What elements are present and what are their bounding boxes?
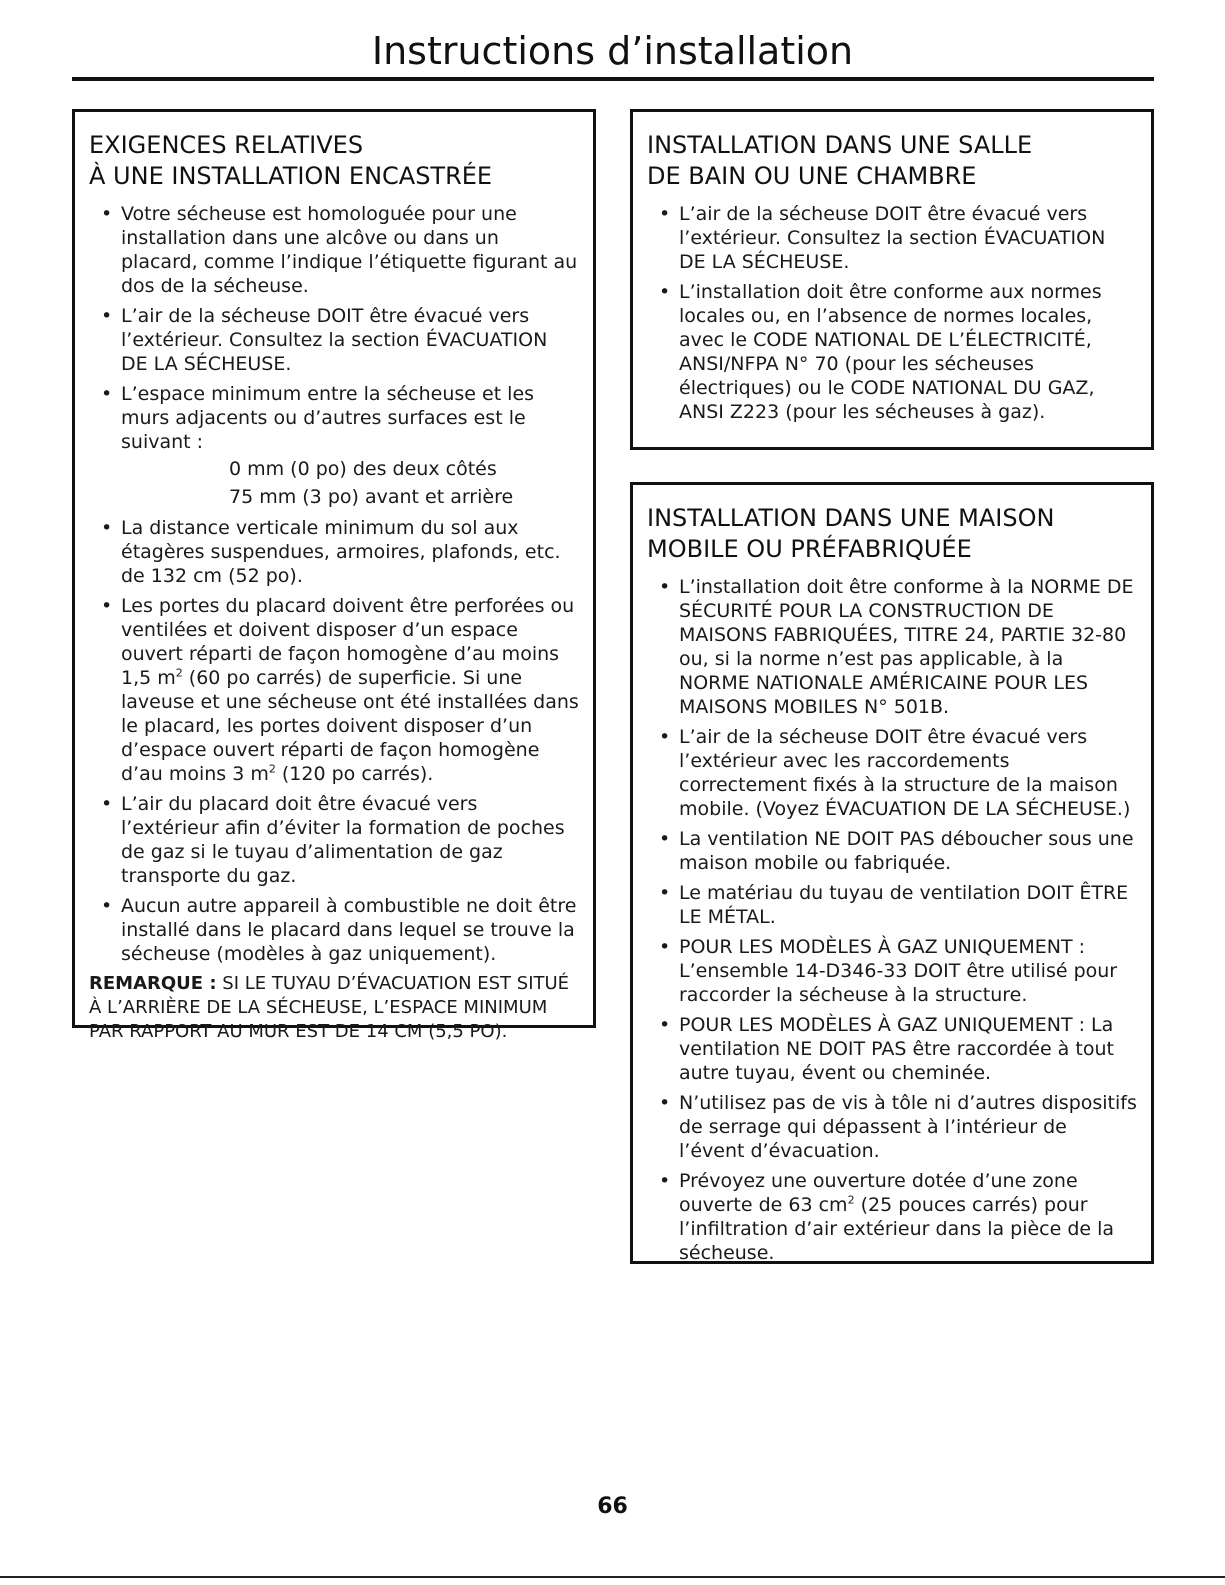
list-item-text: (25 pouces carrés) pour l’infiltration d’air extérieur dans la pièce de la sécheuse. [679, 1194, 1115, 1264]
list-item [89, 382, 579, 510]
list-item [647, 575, 1137, 719]
section-title: INSTALLATION DANS UNE MAISON MOBILE OU PRÉFABRIQUÉE [647, 504, 1055, 563]
list-item-text: Votre sécheuse est homologuée pour une installation dans une alcôve ou dans un placard, comme l’indique l’étiquette figurant au dos de la sécheuse. [121, 203, 578, 297]
page-title: Instructions d’installation [371, 29, 854, 73]
requirements-list [647, 202, 1137, 424]
list-item [647, 1169, 1137, 1265]
section-mobile-home-installation [630, 482, 1154, 1264]
list-item-text: (120 po carrés). [275, 763, 434, 785]
clearance-sides: 0 mm (0 po) des deux côtés [229, 458, 497, 480]
list-item-text: Prévoyez une ouverture dotée d’une zone ouverte de 63 cm [679, 1170, 1078, 1216]
superscript: 2 [847, 1193, 855, 1207]
list-item [89, 516, 579, 588]
list-item [647, 935, 1137, 1007]
list-item [89, 792, 579, 888]
list-item [89, 304, 579, 376]
list-item [647, 202, 1137, 274]
page-number: 66 [597, 1494, 628, 1519]
note-label: REMARQUE : [89, 973, 217, 994]
list-item-text: L’air du placard doit être évacué vers l’extérieur afin d’éviter la formation de poches de gaz si le tuyau d’alimentation de gaz transporte du gaz. [121, 793, 565, 887]
list-item [647, 725, 1137, 821]
list-item-text: L’espace minimum entre la sécheuse et les murs adjacents ou d’autres surfaces est le suivant : [121, 383, 535, 453]
list-item-text: La distance verticale minimum du sol aux étagères suspendues, armoires, plafonds, etc. de 132 cm (52 po). [121, 517, 561, 587]
bottom-divider [0, 1576, 1225, 1578]
section-built-in-installation [72, 109, 596, 1042]
list-item [647, 881, 1137, 929]
note-text: SI LE TUYAU D’ÉVACUATION EST SITUÉ À L’ARRIÈRE DE LA SÉCHEUSE, L’ESPACE MINIMUM PAR RAPPORT AU MUR EST DE 14 CM (5,5 PO). [89, 973, 570, 1042]
list-item [647, 1013, 1137, 1085]
list-item-text: L’air de la sécheuse DOIT être évacué vers l’extérieur avec les raccordements correctement fixés à la structure de la maison mobile. (Voyez ÉVACUATION DE LA SÉCHEUSE.) [679, 726, 1131, 820]
list-item-text: La ventilation NE DOIT PAS déboucher sous une maison mobile ou fabriquée. [679, 828, 1134, 874]
requirements-list [647, 575, 1137, 1265]
superscript: 2 [268, 762, 276, 776]
list-item-text: Les portes du placard doivent être perforées ou ventilées et doivent disposer d’un espace ouvert réparti de façon homogène d’au moins 1,5 m [121, 595, 575, 689]
list-item-text: POUR LES MODÈLES À GAZ UNIQUEMENT : La ventilation NE DOIT PAS être raccordée à tout autre tuyau, évent ou cheminée. [679, 1014, 1114, 1084]
list-item [647, 1091, 1137, 1163]
list-item-text: (60 po carrés) de superficie. Si une laveuse et une sécheuse ont été installées dans le placard, les portes doivent disposer d’un d’espace ouvert réparti de façon homogène d’au moins 3 m [121, 667, 579, 785]
list-item-text: Le matériau du tuyau de ventilation DOIT ÊTRE LE MÉTAL. [679, 882, 1129, 928]
requirements-list [89, 202, 579, 966]
list-item-text: N’utilisez pas de vis à tôle ni d’autres dispositifs de serrage qui dépassent à l’intérieur de l’évent d’évacuation. [679, 1092, 1137, 1162]
superscript: 2 [175, 666, 183, 680]
title-divider [72, 77, 1154, 81]
section-title: INSTALLATION DANS UNE SALLE DE BAIN OU UNE CHAMBRE [647, 131, 1033, 190]
list-item [89, 594, 579, 786]
clearance-front-back: 75 mm (3 po) avant et arrière [229, 486, 514, 508]
list-item-text: L’air de la sécheuse DOIT être évacué vers l’extérieur. Consultez la section ÉVACUATION DE LA SÉCHEUSE. [679, 203, 1106, 273]
list-item-text: L’installation doit être conforme aux normes locales ou, en l’absence de normes locales, avec le CODE NATIONAL DE L’ÉLECTRICITÉ, ANSI/NFPA N° 70 (pour les sécheuses électriques) ou le CODE NATIONAL DU GAZ, ANSI Z223 (pour les sécheuses à gaz). [679, 281, 1102, 423]
list-item [89, 894, 579, 966]
list-item [647, 280, 1137, 424]
list-item-text: L’installation doit être conforme à la NORME DE SÉCURITÉ POUR LA CONSTRUCTION DE MAISONS FABRIQUÉES, TITRE 24, PARTIE 32-80 ou, si la norme n’est pas applicable, à la NORME NATIONALE AMÉRICAINE POUR LES MAISONS MOBILES N° 501B. [679, 576, 1134, 718]
section-title: EXIGENCES RELATIVES À UNE INSTALLATION ENCASTRÉE [89, 131, 493, 190]
note [89, 972, 579, 1044]
list-item [89, 202, 579, 298]
list-item-text: POUR LES MODÈLES À GAZ UNIQUEMENT : L’ensemble 14-D346-33 DOIT être utilisé pour raccorder la sécheuse à la structure. [679, 936, 1118, 1006]
list-item-text: Aucun autre appareil à combustible ne doit être installé dans le placard dans lequel se trouve la sécheuse (modèles à gaz uniquement). [121, 895, 577, 965]
list-item-text: L’air de la sécheuse DOIT être évacué vers l’extérieur. Consultez la section ÉVACUATION DE LA SÉCHEUSE. [121, 305, 548, 375]
list-item [647, 827, 1137, 875]
section-bathroom-bedroom-installation [630, 109, 1154, 450]
